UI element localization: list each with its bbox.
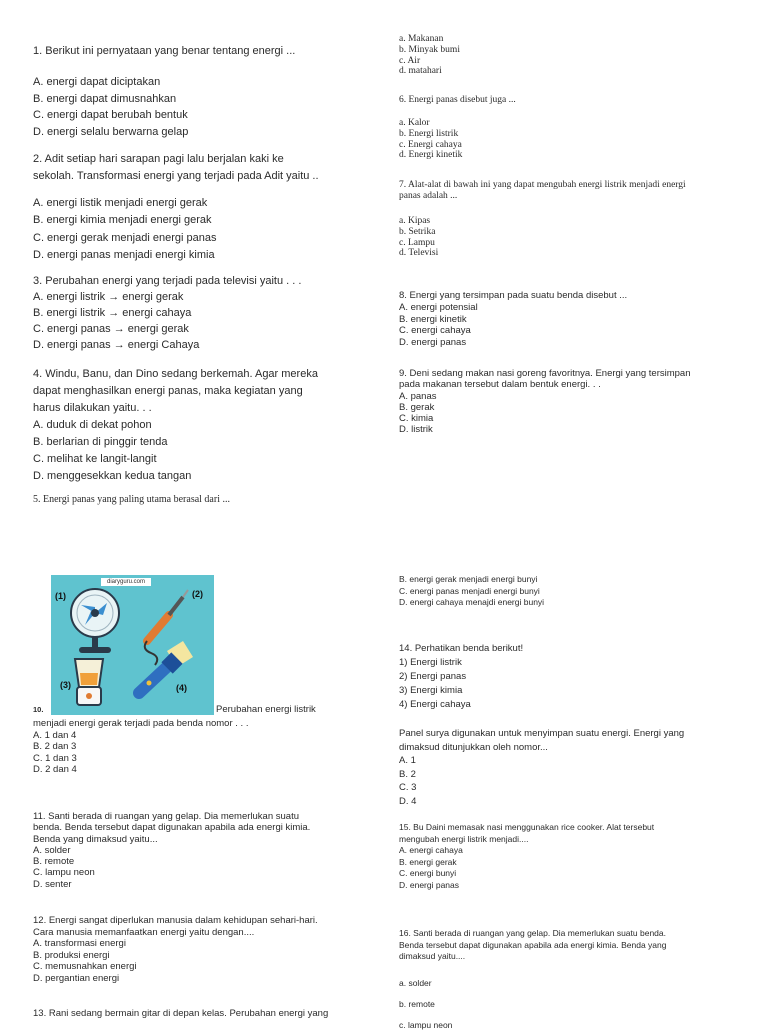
option: c. lampu neon: [399, 1020, 453, 1030]
option: C. kimia: [399, 413, 434, 425]
option: D. pergantian energi: [33, 972, 120, 984]
option: D. energi selalu berwarna gelap: [33, 125, 189, 138]
image-label-3: (3): [60, 680, 71, 690]
option: B. berlarian di pinggir tenda: [33, 436, 168, 448]
option: d. matahari: [399, 66, 442, 77]
option: B. 2: [399, 768, 416, 780]
option: D. energi cahaya menajdi energi bunyi: [399, 597, 545, 607]
question-text: Panel surya digunakan untuk menyimpan suatu energi. Energi yang: [399, 728, 685, 739]
question-15: [399, 822, 654, 891]
question-1-options: [33, 74, 188, 140]
question-10-text: Perubahan energi listrik: [216, 704, 316, 715]
question-5: [33, 494, 230, 506]
energy-devices-image: [51, 575, 214, 715]
question-text: 6. Energi panas disebut juga ...: [399, 95, 516, 105]
option: A. duduk di dekat pohon: [33, 419, 152, 431]
question-text: 9. Deni sedang makan nasi goreng favoritnya. Energi yang tersimpan: [399, 368, 691, 379]
option: b. Setrika: [399, 226, 436, 237]
option: d. Energi kinetik: [399, 150, 463, 161]
question-text: pada makanan tersebut dalam bentuk energi. . .: [399, 379, 601, 391]
list-item: 3) Energi kimia: [399, 685, 463, 696]
option: D. menggesekkan kedua tangan: [33, 470, 192, 482]
option: B. energi gerak: [399, 856, 457, 867]
image-site-label: diaryguru.com: [101, 578, 151, 586]
option: A. energi listrik → energi gerak: [33, 291, 184, 303]
question-text: menjadi energi gerak terjadi pada benda nomor . . .: [33, 718, 249, 729]
question-2: [33, 151, 319, 185]
question-13-options: [399, 574, 544, 609]
option: C. energi panas → energi gerak: [33, 323, 189, 335]
option: A. solder: [33, 844, 71, 856]
question-10-number: 10.: [33, 705, 44, 714]
devices-illustration: [51, 575, 214, 715]
list-item: 1) Energi listrik: [399, 657, 462, 668]
option: B. produksi energi: [33, 949, 110, 961]
question-text: Cara manusia memanfaatkan energi yaitu dengan....: [33, 926, 255, 938]
option: C. melihat ke langit-langit: [33, 453, 157, 465]
option: B. energi kimia menjadi energi gerak: [33, 214, 212, 227]
option: C. memusnahkan energi: [33, 961, 137, 973]
question-10: [33, 718, 248, 776]
option: C. lampu neon: [33, 867, 95, 879]
question-14: [399, 642, 523, 712]
question-9: [399, 368, 691, 436]
option: c. Energi cahaya: [399, 139, 462, 150]
option: A. 1 dan 4: [33, 729, 77, 741]
question-text: Benda tersebut dapat digunakan apabila ada energi kimia. Benda yang: [399, 939, 667, 950]
flashlight-icon: [139, 641, 193, 693]
option: D. energi panas: [399, 879, 460, 890]
question-13: [33, 1008, 328, 1020]
option: a. Makanan: [399, 34, 444, 44]
option: B. 2 dan 3: [33, 741, 77, 752]
question-1: [33, 45, 295, 58]
question-text: dimaksud ditunjukkan oleh nomor...: [399, 741, 548, 753]
question-text: 4. Windu, Banu, dan Dino sedang berkemah. Agar mereka: [33, 368, 318, 380]
option: B. energi gerak menjadi energi bunyi: [399, 574, 538, 584]
option: B. gerak: [399, 401, 435, 413]
option: b. remote: [399, 999, 435, 1009]
question-11: [33, 811, 310, 890]
question-2-options: [33, 195, 216, 264]
option: D. senter: [33, 878, 72, 890]
question-6-options: [399, 118, 462, 161]
option: D. energi panas: [399, 337, 467, 349]
question-text: Benda yang dimaksud yaitu...: [33, 833, 158, 845]
question-4: [33, 366, 318, 485]
question-text: 3. Perubahan energi yang terjadi pada televisi yaitu . . .: [33, 275, 302, 287]
question-text: 14. Perhatikan benda berikut!: [399, 643, 524, 654]
option: C. energi dapat berubah bentuk: [33, 109, 188, 121]
option: C. 3: [399, 782, 417, 793]
question-text: 11. Santi berada di ruangan yang gelap. Dia memerlukan suatu: [33, 811, 299, 822]
option: a. Kalor: [399, 118, 430, 128]
question-text: 2. Adit setiap hari sarapan pagi lalu berjalan kaki ke: [33, 153, 284, 165]
question-5-options: [399, 34, 460, 77]
option: A. 1: [399, 755, 416, 766]
option: c. Lampu: [399, 237, 435, 248]
question-text: 7. Alat-alat di bawah ini yang dapat mengubah energi listrik menjadi energi: [399, 180, 686, 190]
question-text: panas adalah ...: [399, 191, 458, 201]
option: b. Minyak bumi: [399, 44, 460, 55]
option: B. energi kinetik: [399, 313, 467, 325]
question-text: sekolah. Transformasi energi yang terjadi pada Adit yaitu ..: [33, 170, 319, 182]
list-item: 4) Energi cahaya: [399, 699, 471, 710]
question-8: [399, 290, 627, 349]
fan-icon: [71, 589, 119, 653]
question-7-options: [399, 216, 438, 259]
question-12: [33, 915, 318, 985]
question-16: [399, 928, 666, 963]
option: c. Air: [399, 55, 421, 66]
option: B. energi listrik → energi cahaya: [33, 307, 192, 319]
option: C. energi cahaya: [399, 325, 471, 337]
option: d. Televisi: [399, 248, 439, 259]
question-text: 16. Santi berada di ruangan yang gelap. Dia memerlukan suatu benda.: [399, 928, 666, 938]
option: C. energi panas menjadi energi bunyi: [399, 585, 540, 596]
option: C. energi bunyi: [399, 868, 457, 878]
option: D. 4: [399, 795, 417, 807]
option: D. 2 dan 4: [33, 764, 77, 775]
question-text: harus dilakukan yaitu. . .: [33, 402, 152, 414]
option: A. energi listik menjadi energi gerak: [33, 197, 208, 209]
question-6: [399, 95, 516, 106]
option: a. Kipas: [399, 216, 431, 226]
option: B. remote: [33, 856, 75, 868]
question-text: 13. Rani sedang bermain gitar di depan kelas. Perubahan energi yang: [33, 1008, 329, 1019]
option: a. solder: [399, 978, 432, 988]
question-text: 12. Energi sangat diperlukan manusia dalam kehidupan sehari-hari.: [33, 915, 318, 926]
option: A. energi dapat diciptakan: [33, 76, 161, 88]
option: A. panas: [399, 390, 437, 402]
question-text: mengubah energi listrik menjadi....: [399, 833, 529, 844]
option: B. energi dapat dimusnahkan: [33, 92, 177, 105]
option: C. 1 dan 3: [33, 752, 77, 764]
image-label-4: (4): [176, 683, 187, 693]
question-text: dapat menghasilkan energi panas, maka kegiatan yang: [33, 385, 303, 397]
option: A. energi cahaya: [399, 845, 463, 855]
image-label-2: (2): [192, 589, 203, 599]
option: A. energi potensial: [399, 301, 478, 313]
image-label-1: (1): [55, 591, 66, 601]
option: D. energi panas menjadi energi kimia: [33, 248, 215, 261]
question-16-options: [399, 973, 452, 1036]
question-7: [399, 180, 686, 202]
question-text: 8. Energi yang tersimpan pada suatu benda disebut ...: [399, 290, 628, 301]
question-text: benda. Benda tersebut dapat digunakan apabila ada energi kimia.: [33, 822, 311, 834]
option: b. Energi listrik: [399, 128, 459, 139]
option: D. energi panas → energi Cahaya: [33, 339, 200, 351]
question-text: 15. Bu Daini memasak nasi menggunakan rice cooker. Alat tersebut: [399, 822, 655, 832]
blender-icon: [75, 659, 103, 705]
question-text: 1. Berikut ini pernyataan yang benar tentang energi ...: [33, 45, 296, 57]
list-item: 2) Energi panas: [399, 671, 467, 682]
option: D. listrik: [399, 424, 433, 436]
question-text: 5. Energi panas yang paling utama berasal dari ...: [33, 494, 230, 505]
question-text: dimaksud yaitu....: [399, 951, 466, 961]
option: C. energi gerak menjadi energi panas: [33, 231, 217, 244]
question-14-prompt: [399, 727, 684, 808]
question-3: [33, 273, 301, 353]
option: A. transformasi energi: [33, 938, 126, 950]
